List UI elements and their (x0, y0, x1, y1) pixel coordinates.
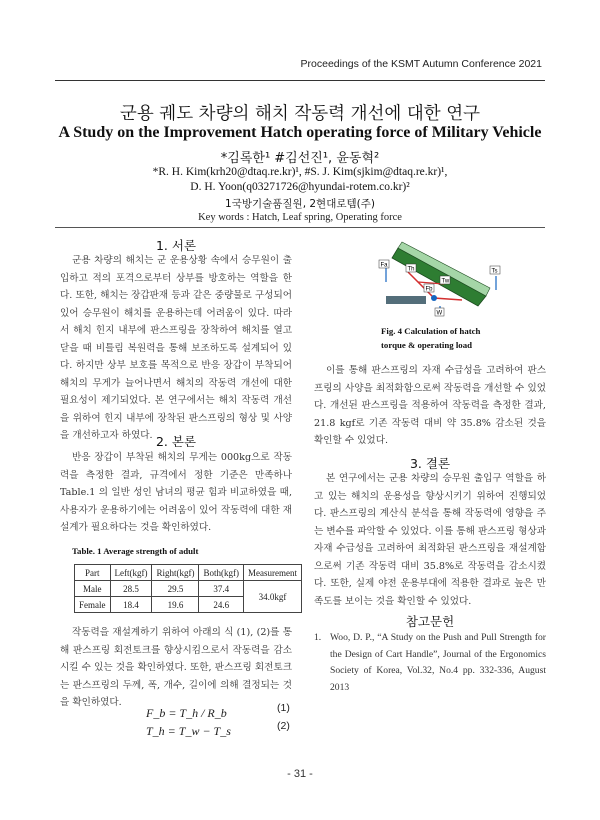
equation-1-number: (1) (277, 702, 290, 714)
table-header-cell: Left(kgf) (110, 565, 152, 581)
equation-2-number: (2) (277, 720, 290, 732)
body-paragraph-2: 작동력을 재설계하기 위하여 아래의 식 (1), (2)를 통해 판스프링 회전토크를 향상시킴으로서 작동력을 감소시킬 수 있는 것을 확인하였다. 또한, 판스프링 회전토크는 판스프링의 두께, 폭, 개수, 길이에 의해 결정되는 것을 확인하였다. (60, 627, 292, 708)
title-korean: 군용 궤도 차량의 해치 작동력 개선에 대한 연구 (119, 104, 481, 124)
authors-line-2: D. H. Yoon(q03271726@hyundai-rotem.co.kr)² (190, 181, 410, 193)
label-fa: Fa (380, 262, 388, 269)
table-row (75, 581, 302, 597)
table-cell: 24.6 (199, 597, 244, 613)
right-paragraph-1: 이를 통해 판스프링의 자재 수급성을 고려하여 판스프링의 사양을 최적화함으로써 작동력을 개선할 수 있었다. 개선된 판스프링을 적용하여 작동력을 측정한 결과, 21.8 kgf로 기존 작동력 대비 약 35.8% 감소된 것을 확인할 수 있었다. (314, 365, 546, 446)
title-english: A Study on the Improvement Hatch operating force of Military Vehicle (58, 124, 542, 141)
hinge-pivot (431, 295, 437, 301)
reference-item (314, 630, 546, 696)
authors-line-1: *R. H. Kim(krh20@dtaq.re.kr)¹, #S. J. Kim(sjkim@dtaq.re.kr)¹, (152, 166, 448, 178)
equation-2-text: T_h = T_w − T_s (146, 724, 231, 738)
label-tw: Tw (441, 278, 450, 285)
label-fb: Fb (425, 286, 433, 293)
figure4-caption-line2: torque & operating load (381, 340, 472, 350)
reference-text: Woo, D. P., “A Study on the Push and Pull Strength for the Design of Cart Handle”, Journal of the Ergonomics Society of Korea, Vol.32, No.4 pp. 332-336, August 2013 (330, 632, 546, 693)
table-cell: 29.5 (152, 581, 199, 597)
section-references-title: 참고문헌 (405, 614, 455, 629)
table-cell: Male (75, 581, 111, 597)
table-cell: 18.4 (110, 597, 152, 613)
section-body-title: 2. 본론 (155, 434, 197, 449)
label-th: Th (407, 266, 415, 273)
table1-caption: Table. 1 Average strength of adult (72, 546, 199, 556)
table-cell: 37.4 (199, 581, 244, 597)
table-cell: Female (75, 597, 111, 613)
figure4-diagram (378, 236, 510, 322)
table-header-row (75, 565, 302, 581)
equation-1-text: F_b = T_h / R_b (146, 706, 227, 720)
keywords: Key words : Hatch, Leaf spring, Operating force (198, 212, 402, 223)
table-header-cell: Part (75, 565, 111, 581)
section-conclusion-title: 3. 결론 (409, 456, 451, 471)
table-measurement-cell: 34.0kgf (243, 581, 301, 613)
conclusion-paragraph: 본 연구에서는 군용 차량의 승무원 출입구 역할을 하고 있는 해치의 운용성을 향상시키기 위하여 진행되었다. 판스프링의 계산식 분석을 통해 작동력에 영향을 주는 변수를 파악할 수 있었다. 이를 통해 판스프링 형상과 자재 수급성을 고려하여 최적화된 판스프링을 재설계함으로써 기존 작동력 대비 35.8%로 작동력을 감소시켰다. 또한, 실제 야전 운용부대에 적용한 결과로 높은 만족도를 보이는 것을 확인할 수 있었다. (314, 473, 546, 607)
header-rule (55, 80, 545, 81)
reference-number: 1. (314, 632, 322, 643)
section-intro-title: 1. 서론 (155, 238, 197, 253)
affiliation: 1국방기술품질원, 2현대로템(주) (225, 198, 375, 210)
table-cell: 28.5 (110, 581, 152, 597)
table1 (74, 564, 302, 613)
figure4-caption-line1: Fig. 4 Calculation of hatch (381, 326, 481, 336)
conference-header: Proceedings of the KSMT Autumn Conference 2021 (300, 58, 542, 70)
intro-paragraph: 군용 차량의 해치는 군 운용상황 속에서 승무원이 출입하고 적의 포격으로부터 상부를 방호하는 역할을 한다. 또한, 해치는 장갑판재 등과 같은 중량물로 구성되어 있어 승무원이 해치를 운용하는데 어려움이 있다. 따라서 해치 힌지 내부에 판스프링을 장착하여 해치를 열고 닫을 때 비틀림 복원력을 통해 보조하도록 설계되어 있다. 하지만 상부 보호를 목적으로 반응 장갑이 부착되어 해치의 무게가 늘어나면서 해치의 작동력 개선에 대한 필요성이 제기되었다. 본 연구에서는 해치 작동력 개선을 위하여 힌지 내부에 장착된 판스프링의 형상 및 사양을 개선하고자 하였다. (60, 255, 292, 441)
table-header-cell: Measurement (243, 565, 301, 581)
body-paragraph-1: 반응 장갑이 부착된 해치의 무게는 000kg으로 작동력을 측정한 결과, 규격에서 정한 기준은 만족하나 Table.1 의 일반 성인 남녀의 평균 힘과 비교하였을 때, 사용자가 운용하기에는 어려움이 있어 작동력에 대한 재설계가 필요하다는 것을 확인하였다. (60, 452, 292, 533)
table-header-cell: Right(kgf) (152, 565, 199, 581)
authors-korean: *김록한¹ #김선진¹, 윤동혁² (220, 151, 380, 166)
keywords-rule (55, 227, 545, 228)
table-header-cell: Both(kgf) (199, 565, 244, 581)
equation-2 (146, 720, 231, 739)
equation-1 (146, 702, 227, 721)
hull-base (386, 296, 426, 304)
table-cell: 19.6 (152, 597, 199, 613)
label-w: W (436, 310, 443, 317)
page-number: - 31 - (287, 768, 313, 780)
label-ts: Ts (491, 268, 498, 275)
